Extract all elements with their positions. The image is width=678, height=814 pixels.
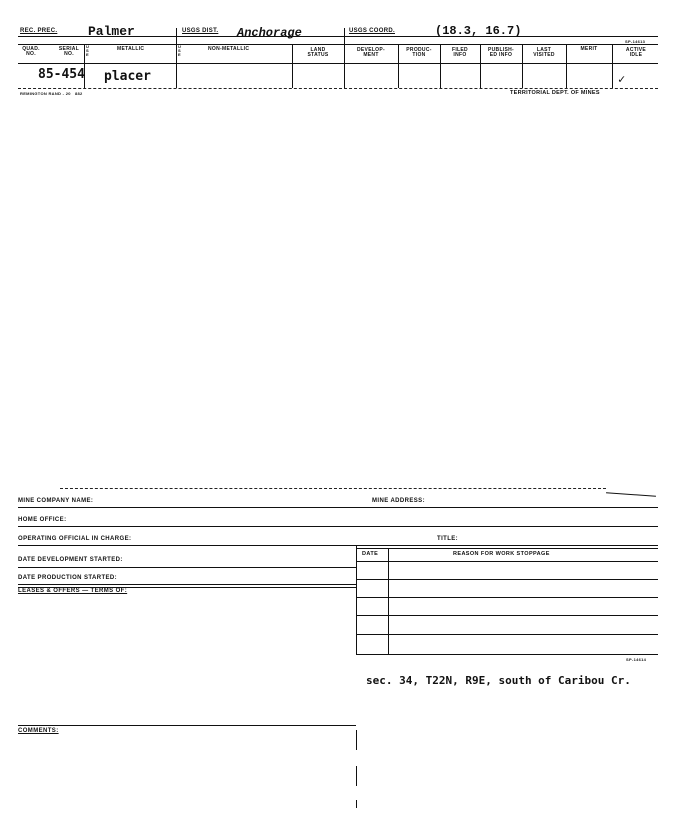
mine-company-name-label: MINE COMPANY NAME: bbox=[18, 498, 94, 504]
form-number-bottom: SP-14614 bbox=[626, 657, 647, 662]
date-development-rule bbox=[18, 567, 356, 568]
leases-label: LEASES & OFFERS — TERMS OF: bbox=[18, 588, 128, 594]
divider bbox=[522, 44, 523, 88]
rec-prec-label: REC. PREC. bbox=[20, 28, 58, 34]
lower-top-dashed-rule bbox=[60, 488, 606, 489]
col-use-2: U S E bbox=[178, 44, 182, 57]
divider bbox=[440, 44, 441, 88]
col-filed-info: FILED INFO bbox=[452, 47, 468, 58]
home-office-rule bbox=[18, 526, 658, 527]
reason-column-header: REASON FOR WORK STOPPAGE bbox=[453, 551, 550, 557]
date-production-rule bbox=[18, 584, 356, 585]
location-note: sec. 34, T22N, R9E, south of Caribou Cr. bbox=[366, 674, 631, 687]
date-development-label: DATE DEVELOPMENT STARTED: bbox=[18, 557, 123, 563]
col-development: DEVELOP- MENT bbox=[357, 47, 385, 58]
col-metallic: METALLIC bbox=[117, 46, 145, 52]
stoppage-row-rule bbox=[356, 597, 658, 598]
lower-top-right-stroke bbox=[606, 492, 656, 496]
col-published-info: PUBLISH- ED INFO bbox=[487, 47, 514, 58]
col-last-visited: LAST VISITED bbox=[533, 47, 555, 58]
active-idle-mark: ✓ bbox=[618, 73, 626, 87]
stoppage-date-divider bbox=[388, 548, 389, 655]
divider bbox=[480, 44, 481, 88]
row-bottom-rule bbox=[18, 88, 658, 89]
mine-address-label: MINE ADDRESS: bbox=[372, 498, 425, 504]
comments-label: COMMENTS: bbox=[18, 728, 59, 734]
divider bbox=[398, 44, 399, 88]
operating-official-rule-2 bbox=[356, 548, 658, 549]
usgs-coord-label: USGS COORD. bbox=[349, 28, 395, 34]
date-production-label: DATE PRODUCTION STARTED: bbox=[18, 575, 118, 581]
stoppage-row-rule bbox=[356, 634, 658, 635]
divider bbox=[176, 28, 177, 88]
operating-official-rule bbox=[18, 545, 658, 546]
col-quad: QUAD. NO. bbox=[22, 46, 40, 57]
usgs-dist-value: Anchorage bbox=[237, 26, 302, 40]
divider bbox=[344, 28, 345, 88]
form-number-top: SP-14613 bbox=[625, 39, 646, 44]
column-header-top-rule bbox=[18, 44, 658, 45]
comments-right-edge bbox=[356, 766, 357, 786]
column-header-bottom-rule bbox=[18, 63, 658, 64]
usgs-dist-label: USGS DIST. bbox=[182, 28, 219, 34]
stoppage-row-rule bbox=[356, 615, 658, 616]
quad-serial-value: 85-454 bbox=[38, 67, 85, 82]
col-production: PRODUC- TION bbox=[406, 47, 432, 58]
stoppage-row-rule bbox=[356, 579, 658, 580]
col-active-idle: ACTIVE IDLE bbox=[625, 47, 647, 58]
col-land-status: LAND STATUS bbox=[307, 47, 329, 58]
title-label: TITLE: bbox=[437, 536, 459, 542]
date-column-header: DATE bbox=[362, 551, 379, 557]
stoppage-row-rule bbox=[356, 654, 658, 655]
col-use-1: U S E bbox=[86, 44, 90, 57]
divider bbox=[566, 44, 567, 88]
divider bbox=[612, 44, 613, 88]
metallic-value: placer bbox=[104, 69, 151, 84]
divider bbox=[292, 44, 293, 88]
home-office-label: HOME OFFICE: bbox=[18, 517, 67, 523]
stoppage-header-rule bbox=[356, 561, 658, 562]
col-serial: SERIAL NO. bbox=[58, 46, 80, 57]
usgs-coord-value: (18.3, 16.7) bbox=[435, 24, 522, 38]
comments-right-edge bbox=[356, 800, 357, 808]
rec-prec-value: Palmer bbox=[88, 24, 135, 39]
col-merit: MERIT bbox=[580, 46, 598, 52]
comments-top-rule bbox=[18, 725, 356, 726]
comments-right-edge bbox=[356, 730, 357, 750]
operating-official-label: OPERATING OFFICIAL IN CHARGE: bbox=[18, 536, 132, 542]
remington-rand-label: REMINGTON RAND - 20 882 bbox=[20, 91, 83, 96]
territorial-dept-label: TERRITORIAL DEPT. OF MINES bbox=[510, 90, 600, 96]
mine-company-rule bbox=[18, 507, 658, 508]
col-non-metallic: NON-METALLIC bbox=[208, 46, 250, 52]
